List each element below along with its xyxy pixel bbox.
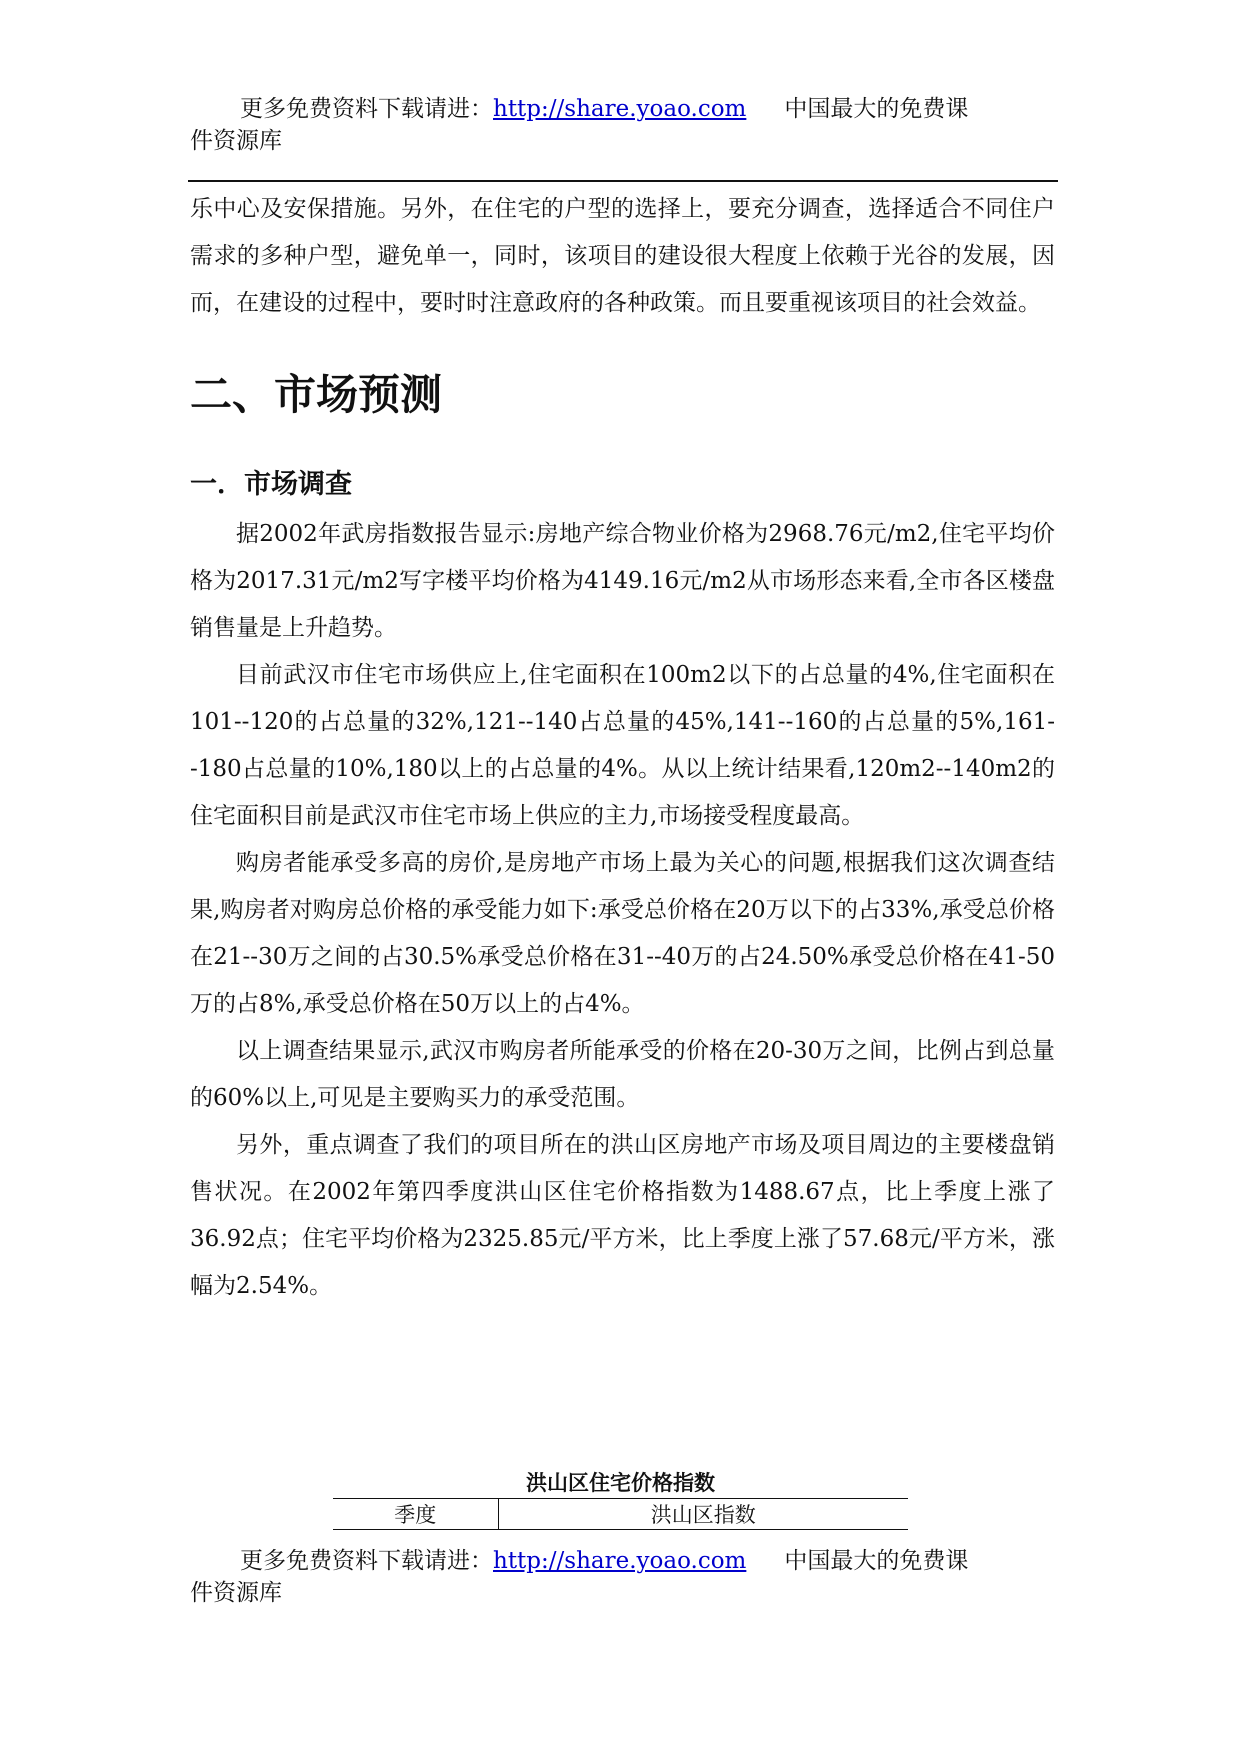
footer-prefix: 更多免费资料下载请进： bbox=[240, 1548, 493, 1574]
column-header-index: 洪山区指数 bbox=[498, 1499, 908, 1530]
page-header bbox=[0, 78, 1241, 158]
paragraph-survey-result: 以上调查结果显示,武汉市购房者所能承受的价格在20-30万之间，比例占到总量的60%以上,可见是主要购买力的承受范围。 bbox=[190, 1038, 1055, 1111]
continuation-paragraph: 乐中心及安保措施。另外，在住宅的户型的选择上，要充分调查，选择适合不同住户需求的多种户型，避免单一，同时，该项目的建设很大程度上依赖于光谷的发展，因而，在建设的过程中，要时时注意政府的各种政策。而且要重视该项目的社会效益。 bbox=[190, 196, 1055, 316]
price-index-table bbox=[333, 1498, 908, 1530]
table-header-row bbox=[333, 1499, 908, 1530]
footer-line bbox=[240, 1542, 968, 1575]
paragraph-affordability: 购房者能承受多高的房价,是房地产市场上最为关心的问题,根据我们这次调查结果,购房者对购房总价格的承受能力如下:承受总价格在20万以下的占33%,承受总价格在21--30万之间的占30.5%承受总价格在31--40万的占24.50%承受总价格在41-50万的占8%,承受总价格在50万以上的占4%。 bbox=[190, 850, 1055, 1017]
page-footer bbox=[0, 1530, 1241, 1610]
paragraph-price-report: 据2002年武房指数报告显示:房地产综合物业价格为2968.76元/m2,住宅平均价格为2017.31元/m2写字楼平均价格为4149.16元/m2从市场形态来看,全市各区楼盘销售量是上升趋势。 bbox=[190, 521, 1055, 641]
footer-suffix: 中国最大的免费课 bbox=[784, 1548, 969, 1574]
header-line bbox=[240, 90, 968, 123]
price-index-table-block bbox=[333, 1468, 908, 1530]
subsection-title: 一．市场调查 bbox=[190, 469, 352, 500]
paragraph-hongshan: 另外，重点调查了我们的项目所在的洪山区房地产市场及项目周边的主要楼盘销售状况。在2002年第四季度洪山区住宅价格指数为1488.67点，比上季度上涨了36.92点；住宅平均价格为2325.85元/平方米，比上季度上涨了57.68元/平方米，涨幅为2.54%。 bbox=[190, 1132, 1055, 1299]
document-body bbox=[190, 186, 1055, 1310]
table-title: 洪山区住宅价格指数 bbox=[526, 1471, 715, 1495]
header-prefix: 更多免费资料下载请进： bbox=[240, 96, 493, 122]
header-link[interactable]: http://share.yoao.com bbox=[493, 96, 747, 122]
header-line2: 件资源库 bbox=[190, 128, 282, 154]
header-divider bbox=[188, 180, 1058, 182]
header-suffix: 中国最大的免费课 bbox=[784, 96, 969, 122]
paragraph-supply: 目前武汉市住宅市场供应上,住宅面积在100m2以下的占总量的4%,住宅面积在101--120的占总量的32%,121--140占总量的45%,141--160的占总量的5%,161--180占总量的10%,180以上的占总量的4%。从以上统计结果看,120m2--140m2的住宅面积目前是武汉市住宅市场上供应的主力,市场接受程度最高。 bbox=[190, 662, 1055, 829]
section-title: 二、市场预测 bbox=[190, 370, 443, 419]
column-header-quarter: 季度 bbox=[333, 1499, 498, 1530]
footer-line2: 件资源库 bbox=[190, 1580, 282, 1606]
footer-link[interactable]: http://share.yoao.com bbox=[493, 1548, 747, 1574]
